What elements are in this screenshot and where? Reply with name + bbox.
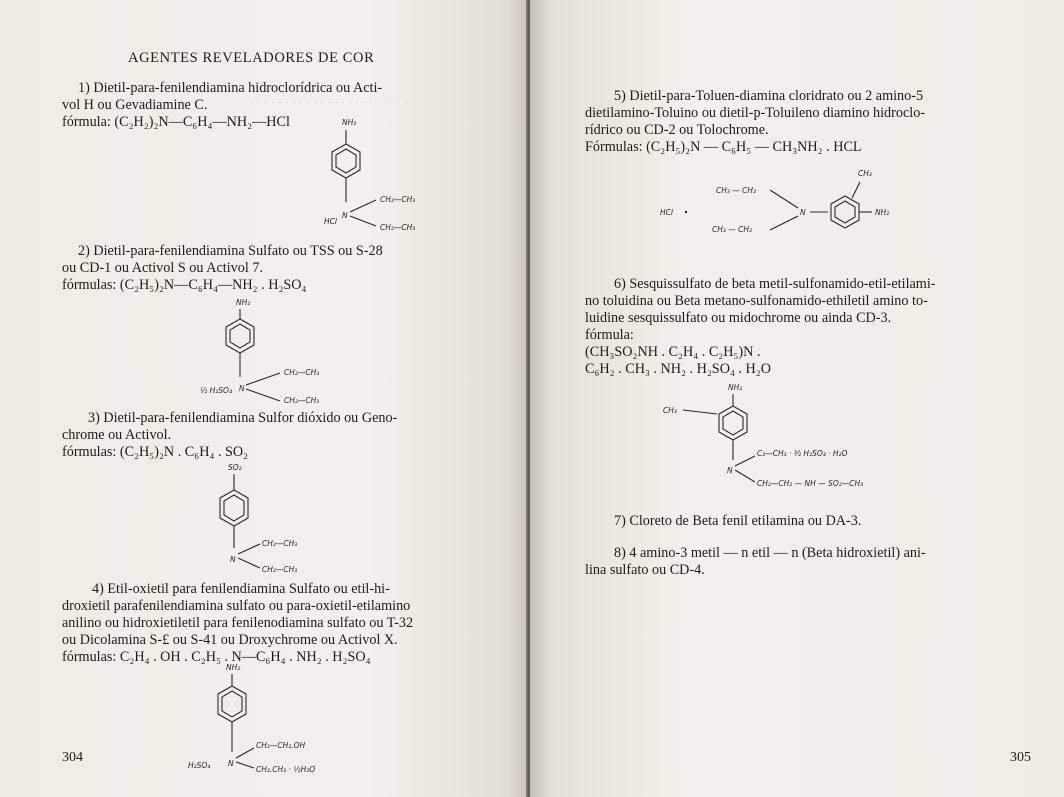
structure-3-arm-2: CH₂—CH₃ (262, 565, 298, 574)
item-3-formula: fórmulas: (C₂H₅)₂N . C₆H₄ . SO₂ (62, 444, 249, 460)
item-8-line-1: 8) 4 amino-3 metil — n etil — n (Beta hidroxietil) ani- (614, 545, 926, 561)
structure-5-arm-1: CH₃ — CH₂ (716, 186, 757, 195)
structure-6 (655, 376, 955, 498)
structure-6-arm-1: C₂—CH₃ · ³⁄₂ H₂SO₄ · H₂O (757, 449, 848, 458)
item-6-line-1: 6) Sesquissulfato de beta metil-sulfonamido-etil-etilami- (614, 276, 936, 292)
structure-1 (280, 112, 460, 240)
item-1-line-1: 1) Dietil-para-fenilendiamina hidroclorídrica ou Acti- (78, 80, 383, 96)
item-1-formula: fórmula: (C₂H₂)₂N—C₆H₄—NH₂—HCl (62, 114, 290, 130)
structure-6-methyl: CH₃ (663, 406, 677, 415)
item-4-line-2: droxietil parafenilendiamina sulfato ou para-oxietil-etilamino (62, 598, 411, 614)
bleed-through-text: · · · · · · · · · · · · · · · · · · · · · · · (250, 95, 408, 109)
structure-6-arm-2: CH₂—CH₂ — NH — SO₂—CH₃ (757, 479, 864, 488)
item-2-line-2: ou CD-1 ou Activol S ou Activol 7. (62, 260, 263, 276)
item-6-line-2: no toluidina ou Beta metano-sulfonamido-ethiletil amino to- (585, 293, 928, 309)
structure-1-top: NH₂ (342, 118, 357, 127)
item-5-line-3: rídrico ou CD-2 ou Tolochrome. (585, 122, 769, 138)
page-number: 305 (1010, 750, 1031, 765)
structure-2-arm-1: CH₂—CH₃ (284, 368, 320, 377)
item-2-formula: fórmulas: (C₂H₅)₂N—C₆H₄—NH₂ . H₂SO₄ (62, 277, 307, 293)
structure-4-arm-1: CH₂—CH₂.OH (256, 741, 306, 750)
structure-5-methyl: CH₃ (858, 169, 872, 178)
item-1-line-2: vol H ou Gevadiamine C. (62, 97, 208, 113)
item-4-line-1: 4) Etil-oxietil para fenilendiamina Sulfato ou etil-hi- (92, 581, 390, 597)
structure-2 (190, 293, 370, 415)
item-6-line-4: fórmula: (585, 327, 634, 343)
left-page (0, 0, 528, 797)
page-title: AGENTES REVELADORES DE COR (128, 50, 375, 66)
structure-3-n: N (230, 555, 236, 564)
page-number: 304 (62, 750, 83, 765)
item-6-formula-2: C₆H₂ . CH₃ . NH₂ . H₂SO₄ . H₂O (585, 361, 771, 377)
structure-2-top: NH₂ (236, 298, 251, 307)
item-6-line-3: luidine sesquissulfato ou midochrome ou ainda CD-3. (585, 310, 892, 326)
structure-5-salt: HCl (660, 208, 673, 217)
structure-4-arm-2: CH₂.CH₃ · ½H₂O (256, 765, 316, 774)
item-7: 7) Cloreto de Beta fenil etilamina ou DA-3. (614, 513, 862, 529)
structure-5-n: N (800, 208, 806, 217)
item-5-formula: Fórmulas: (C₂H₅)₂N — C₆H₅ — CH₃NH₂ . HCL (585, 139, 862, 155)
structure-4-n: N (228, 759, 234, 768)
item-5-line-1: 5) Dietil-para-Toluen-diamina cloridrato ou 2 amino-5 (614, 88, 924, 104)
item-6-formula-1: (CH₃SO₂NH . C₂H₄ . C₂H₅)N . (585, 344, 761, 360)
item-4-line-3: anilino ou hidroxietiletil para fenilenodiamina sulfato ou T-32 (62, 615, 414, 631)
structure-4 (180, 660, 380, 780)
item-3-line-1: 3) Dietil-para-fenilendiamina Sulfor dióxido ou Geno- (88, 410, 398, 426)
item-8-line-2: lina sulfato ou CD-4. (585, 562, 705, 578)
structure-2-arm-2: CH₂—CH₃ (284, 396, 320, 405)
structure-2-salt: ½ H₂SO₄ (200, 386, 232, 395)
structure-6-n: N (727, 466, 733, 475)
structure-4-salt: H₂SO₄ (188, 761, 211, 770)
structure-1-arm-1: CH₂—CH₃ (380, 195, 416, 204)
structure-3-top: SO₂ (228, 463, 242, 472)
item-5-line-2: dietilamino-Toluino ou dietil-p-Toluileno diamino hidroclo- (585, 105, 926, 121)
structure-4-top: NH₂ (226, 663, 241, 672)
structure-6-top: NH₂ (728, 383, 743, 392)
structure-1-salt: HCl (324, 217, 337, 226)
structure-3 (200, 458, 380, 586)
structure-5 (650, 160, 970, 240)
item-4-formula: fórmulas: C₂H₄ . OH . C₂H₅ . N—C₆H₄ . NH₂ . H₂SO₄ (62, 649, 371, 665)
structure-2-n: N (239, 384, 245, 393)
structure-1-n: N (342, 211, 348, 220)
item-2-line-1: 2) Dietil-para-fenilendiamina Sulfato ou TSS ou S-28 (78, 243, 383, 259)
item-4-line-4: ou Dicolamina S-£ ou S-41 ou Droxychrome ou Activol X. (62, 632, 398, 648)
structure-1-arm-2: CH₂—CH₃ (380, 223, 416, 232)
structure-5-right: NH₂ (875, 208, 890, 217)
right-page (530, 0, 1064, 797)
item-3-line-2: chrome ou Activol. (62, 427, 172, 443)
structure-5-arm-2: CH₃ — CH₂ (712, 225, 753, 234)
structure-3-arm-1: CH₂—CH₃ (262, 539, 298, 548)
